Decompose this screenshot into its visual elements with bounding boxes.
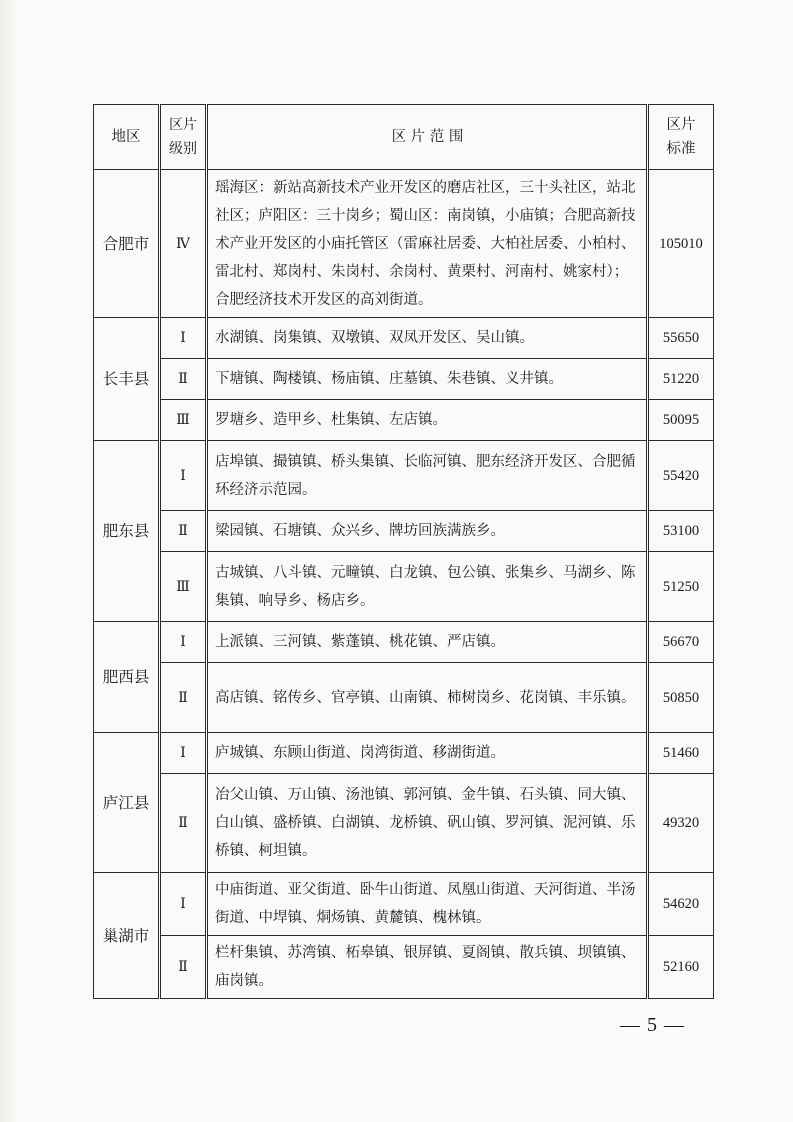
standard-cell: 53100 [648,511,714,552]
region-cell: 长丰县 [94,318,160,441]
table-row [94,774,714,873]
standard-cell: 105010 [648,170,714,318]
header-standard: 区片 标准 [648,105,714,170]
range-text: 梁园镇、石塘镇、众兴乡、牌坊回族满族乡。 [215,523,505,539]
range-cell [207,873,648,936]
level-cell: Ⅱ [160,774,207,873]
region-cell: 肥西县 [94,622,160,733]
range-text: 店埠镇、撮镇镇、桥头集镇、长临河镇、肥东经济开发区、合肥循环经济示范园。 [215,453,636,498]
header-range: 区 片 范 围 [207,105,648,170]
table-row [94,663,714,733]
page-number: — 5 — [620,1014,685,1036]
level-cell: Ⅰ [160,318,207,359]
region-cell: 肥东县 [94,441,160,622]
level-cell: Ⅱ [160,359,207,400]
table-row [94,733,714,774]
table-row [94,511,714,552]
standard-cell: 54620 [648,873,714,936]
level-cell: Ⅱ [160,511,207,552]
range-text: 中庙街道、亚父街道、卧牛山街道、凤凰山街道、天河街道、半汤街道、中垾镇、烔炀镇、黄麓镇、槐林镇。 [215,882,636,926]
range-cell [207,774,648,873]
standard-cell: 56670 [648,622,714,663]
range-text: 水湖镇、岗集镇、双墩镇、双凤开发区、吴山镇。 [215,330,534,346]
range-text: 瑶海区：新站高新技术产业开发区的磨店社区，三十头社区，站北社区；庐阳区：三十岗乡；蜀山区：南岗镇，小庙镇；合肥高新技术产业开发区的小庙托管区（雷麻社居委、大柏社居委、小柏村、雷北村、郑岗村、朱岗村、余岗村、黄栗村、河南村、姚家村）；合肥经济技术开发区的高刘街道。 [215,179,636,308]
table-row [94,873,714,936]
level-cell: Ⅳ [160,170,207,318]
scan-margin [0,0,18,1122]
level-cell: Ⅰ [160,733,207,774]
table-row [94,441,714,511]
region-cell: 庐江县 [94,733,160,873]
header-region: 地区 [94,105,160,170]
range-text: 古城镇、八斗镇、元疃镇、白龙镇、包公镇、张集乡、马湖乡、陈集镇、响导乡、杨店乡。 [215,564,636,609]
range-cell [207,936,648,999]
standard-cell: 50850 [648,663,714,733]
range-cell [207,359,648,400]
land-price-zone-table [93,104,714,999]
range-cell [207,318,648,359]
standard-cell: 50095 [648,400,714,441]
range-text: 冶父山镇、万山镇、汤池镇、郭河镇、金牛镇、石头镇、同大镇、白山镇、盛桥镇、白湖镇、龙桥镇、矾山镇、罗河镇、泥河镇、乐桥镇、柯坦镇。 [215,787,636,859]
standard-cell: 51460 [648,733,714,774]
level-cell: Ⅱ [160,936,207,999]
standard-cell: 51250 [648,552,714,622]
range-text: 下塘镇、陶楼镇、杨庙镇、庄墓镇、朱巷镇、义井镇。 [215,371,563,387]
table-row [94,622,714,663]
range-cell [207,552,648,622]
standard-cell: 55420 [648,441,714,511]
level-cell: Ⅱ [160,663,207,733]
range-cell [207,441,648,511]
header-level: 区片 级别 [160,105,207,170]
region-cell: 合肥市 [94,170,160,318]
level-cell: Ⅰ [160,441,207,511]
standard-cell: 55650 [648,318,714,359]
table-row [94,552,714,622]
range-cell [207,400,648,441]
table-body [94,170,714,999]
range-text: 庐城镇、东顾山街道、岗湾街道、移湖街道。 [215,745,505,761]
table-row [94,318,714,359]
standard-cell: 49320 [648,774,714,873]
table-header-row [94,105,714,170]
region-cell: 巢湖市 [94,873,160,999]
range-cell [207,733,648,774]
range-cell [207,663,648,733]
table-row [94,400,714,441]
range-text: 高店镇、铭传乡、官亭镇、山南镇、柿树岗乡、花岗镇、丰乐镇。 [215,689,636,706]
level-cell: Ⅲ [160,552,207,622]
range-text: 上派镇、三河镇、紫蓬镇、桃花镇、严店镇。 [215,634,505,650]
table-row [94,936,714,999]
range-cell [207,511,648,552]
range-cell [207,622,648,663]
standard-cell: 51220 [648,359,714,400]
range-text: 罗塘乡、造甲乡、杜集镇、左店镇。 [215,412,447,428]
level-cell: Ⅲ [160,400,207,441]
table-row [94,170,714,318]
standard-cell: 52160 [648,936,714,999]
level-cell: Ⅰ [160,622,207,663]
level-cell: Ⅰ [160,873,207,936]
table-row [94,359,714,400]
range-cell [207,170,648,318]
range-text: 栏杆集镇、苏湾镇、柘皋镇、银屏镇、夏阁镇、散兵镇、坝镇镇、庙岗镇。 [215,945,636,989]
